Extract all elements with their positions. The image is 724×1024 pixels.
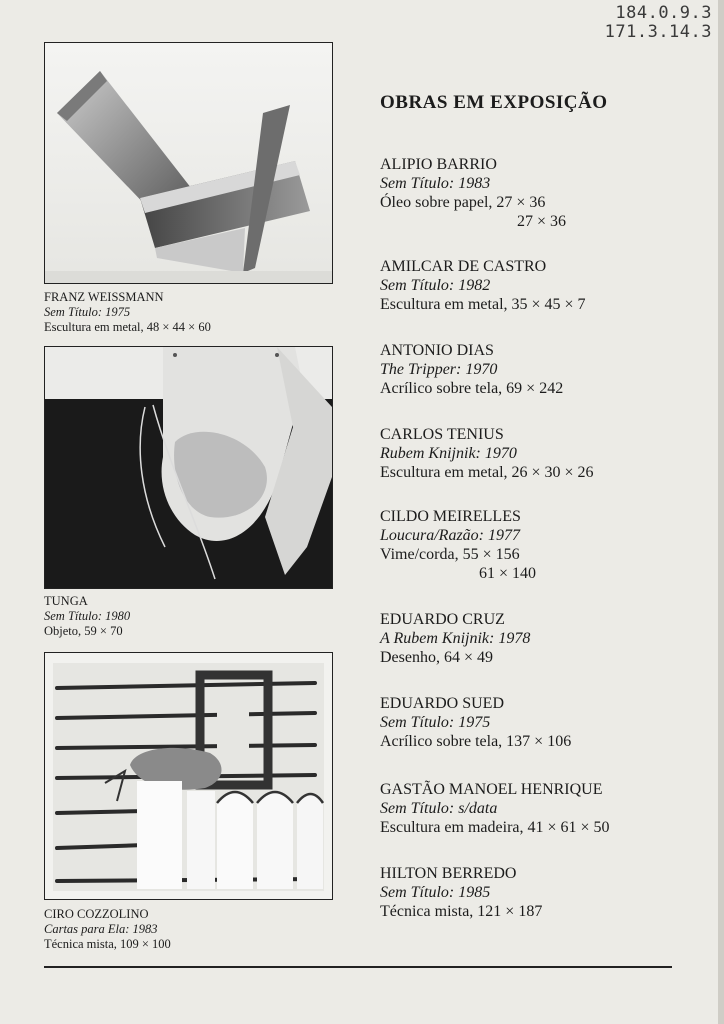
artist-name: EDUARDO SUED [380, 695, 504, 712]
handwritten-line-2: 171.3.14.3 [604, 22, 712, 42]
caption-weissmann [44, 290, 211, 335]
photo-weissmann-sculpture [44, 42, 333, 284]
work-medium: Escultura em madeira, 41 × 61 × 50 [380, 819, 610, 836]
artist-name: CARLOS TENIUS [380, 426, 504, 443]
work-entry-sued [380, 694, 571, 751]
list-heading: OBRAS EM EXPOSIÇÃO [380, 92, 608, 113]
photo-cozzolino-work [44, 652, 333, 900]
work-medium: Escultura em metal, 48 × 44 × 60 [44, 320, 211, 334]
work-entry-henrique [380, 780, 610, 837]
artist-name: CILDO MEIRELLES [380, 508, 521, 525]
work-title: Rubem Knijnik: 1970 [380, 445, 517, 462]
artist-name: FRANZ WEISSMANN [44, 290, 164, 304]
work-entry-cruz [380, 610, 530, 667]
artist-name: HILTON BERREDO [380, 865, 517, 882]
handwritten-catalog-number [605, 4, 712, 42]
work-medium: Acrílico sobre tela, 69 × 242 [380, 380, 564, 397]
photo-tunga-object [44, 346, 333, 589]
artist-name: ANTONIO DIAS [380, 342, 494, 359]
work-entry-dias [380, 341, 563, 398]
caption-tunga [44, 594, 130, 639]
work-medium: Técnica mista, 109 × 100 [44, 937, 171, 951]
artist-name: CIRO COZZOLINO [44, 907, 149, 921]
work-medium: Óleo sobre papel, 27 × 36 [380, 194, 546, 211]
artist-name: EDUARDO CRUZ [380, 611, 505, 628]
tunga-object-image [45, 347, 332, 588]
work-title: The Tripper: 1970 [380, 361, 498, 378]
work-medium-extra: 61 × 140 [479, 565, 537, 582]
work-medium: Acrílico sobre tela, 137 × 106 [380, 733, 572, 750]
caption-cozzolino [44, 907, 171, 952]
work-entry-meirelles [380, 507, 536, 583]
page-edge [718, 0, 724, 1024]
work-title: Sem Título: 1983 [380, 175, 491, 192]
work-medium: Desenho, 64 × 49 [380, 649, 494, 666]
cozzolino-work-image [45, 653, 332, 899]
work-entry-barrio [380, 155, 566, 231]
work-medium: Escultura em metal, 35 × 45 × 7 [380, 296, 586, 313]
work-medium: Técnica mista, 121 × 187 [380, 903, 543, 920]
artist-name: GASTÃO MANOEL HENRIQUE [380, 781, 603, 798]
artist-name: ALIPIO BARRIO [380, 156, 497, 173]
work-title: A Rubem Knijnik: 1978 [380, 630, 531, 647]
work-title: Cartas para Ela: 1983 [44, 922, 158, 936]
work-medium: Escultura em metal, 26 × 30 × 26 [380, 464, 594, 481]
work-title: Sem Título: 1975 [44, 305, 131, 319]
work-title: Sem Título: 1975 [380, 714, 491, 731]
artist-name: TUNGA [44, 594, 88, 608]
work-title: Loucura/Razão: 1977 [380, 527, 520, 544]
work-entry-castro [380, 257, 586, 314]
bottom-rule [44, 966, 672, 968]
work-entry-tenius [380, 425, 594, 482]
work-title: Sem Título: 1980 [44, 609, 131, 623]
weissmann-sculpture-image [45, 43, 332, 283]
handwritten-line-1: 184.0.9.3 [615, 3, 712, 23]
work-title: Sem Título: s/data [380, 800, 498, 817]
work-entry-berredo [380, 864, 542, 921]
work-title: Sem Título: 1985 [380, 884, 491, 901]
work-medium: Vime/corda, 55 × 156 [380, 546, 520, 563]
work-medium: Objeto, 59 × 70 [44, 624, 123, 638]
artist-name: AMILCAR DE CASTRO [380, 258, 547, 275]
work-medium-extra: 27 × 36 [517, 213, 567, 230]
work-title: Sem Título: 1982 [380, 277, 491, 294]
